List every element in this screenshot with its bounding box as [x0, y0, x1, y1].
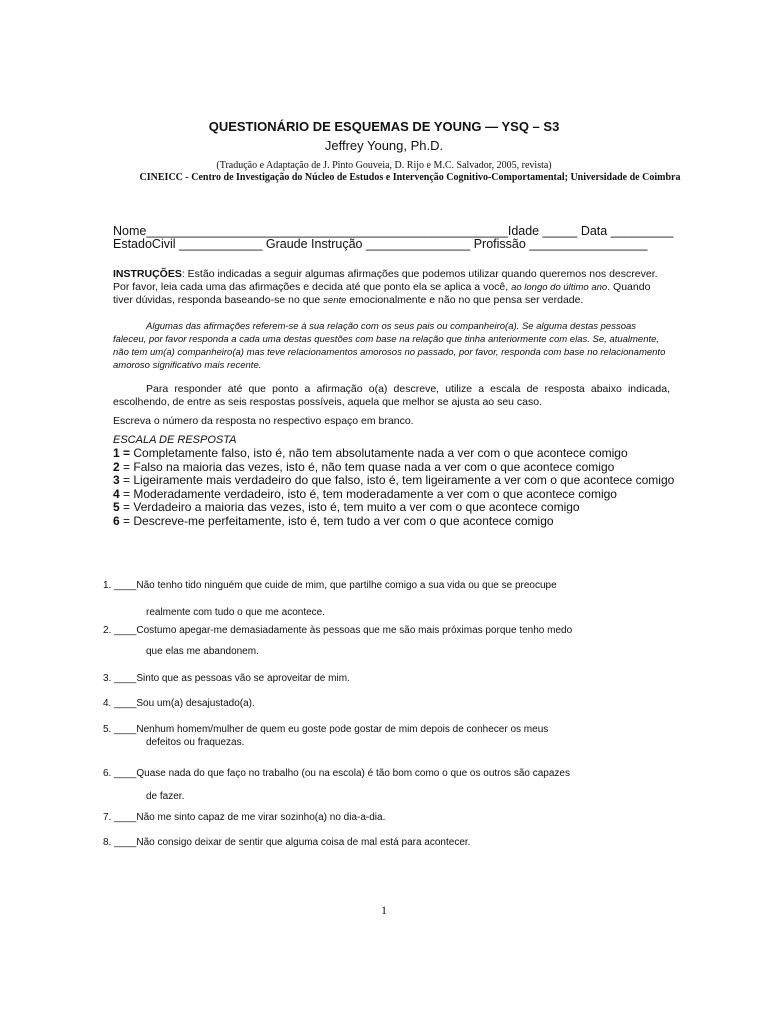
question-text: 2. ____Costumo apegar-me demasiadamente às pessoas que me são mais próximas porque tenho medo — [103, 625, 573, 636]
scale-item-number: 1 = — [113, 446, 131, 460]
question-item[interactable] — [103, 811, 683, 824]
question-item[interactable] — [103, 767, 683, 803]
question-text: 6. ____Quase nada do que faço no trabalho (ou na escola) é tão bom como o que os outros são capazes — [103, 768, 570, 779]
question-item[interactable] — [103, 579, 683, 619]
scale-item-text: = Moderadamente verdadeiro, isto é, tem moderadamente a ver com o que acontece comigo — [119, 486, 617, 501]
question-item[interactable] — [103, 836, 683, 849]
scale-item — [113, 488, 693, 502]
scale-item-number: 3 — [113, 473, 120, 488]
question-text: 3. ____Sinto que as pessoas vão se aproveitar de mim. — [103, 673, 350, 684]
instructions-italic-2: sente — [323, 295, 347, 306]
instructions-text-3: emocionalmente e não no que pensa ser verdade. — [346, 294, 584, 306]
question-text: 7. ____Não me sinto capaz de me virar sozinho(a) no dia-a-dia. — [103, 812, 386, 823]
translation-credit: (Tradução e Adaptação de J. Pinto Gouveia, D. Rijo e M.C. Salvador, 2005, revista) — [216, 160, 552, 171]
scale-item-text: = Ligeiramente mais verdadeiro do que falso, isto é, tem ligeiramente a ver com o que acontece comigo — [119, 473, 675, 488]
scale-item-text: = Verdadeiro a maioria das vezes, isto é, tem muito a ver com o que acontece comigo — [119, 500, 580, 515]
scale-item — [113, 515, 693, 529]
author-name: Jeffrey Young, Ph.D. — [324, 138, 444, 153]
scale-item — [113, 461, 693, 475]
scale-item-number: 4 — [113, 486, 120, 501]
scale-list — [113, 447, 693, 529]
question-item[interactable] — [103, 672, 683, 685]
form-line-status[interactable]: EstadoCivil ____________ Graude Instrução _______________ Profissão _________________ — [113, 237, 648, 251]
instructions-label: INSTRUÇÕES — [113, 268, 182, 280]
scale-item — [113, 474, 693, 488]
question-text: 4. ____Sou um(a) desajustado(a). — [103, 698, 255, 709]
question-text: 5. ____Nenhum homem/mulher de quem eu goste pode gostar de mim depois de conhecer os meus — [103, 724, 549, 735]
question-continuation: de fazer. — [146, 791, 185, 802]
scale-item-number: 6 — [113, 513, 120, 528]
question-item[interactable] — [103, 723, 683, 749]
form-line-name[interactable]: Nome____________________________________________________Idade _____ Data _________ — [113, 224, 674, 238]
instructions-paragraph — [113, 268, 670, 307]
relationship-note: Algumas das afirmações referem-se à sua relação com os seus pais ou companheiro(a). Se alguma destas pessoas faleceu, por favor responda a cada uma destas questões com base na relação que tinha anteriormente com elas. Se, atualmente, não tem um(a) companheiro(a) mas teve relacionamentos amorosos no passado, por favor, responda com base no relacionamento amoroso significativo mais recente. — [113, 321, 666, 371]
scale-item-text: = Falso na maioria das vezes, isto é, não tem quase nada a ver com o que acontece comigo — [119, 459, 615, 474]
page-number: 1 — [381, 903, 387, 917]
question-item[interactable] — [103, 697, 683, 710]
question-continuation: que elas me abandonem. — [146, 646, 259, 657]
question-item[interactable] — [103, 624, 683, 658]
question-continuation: realmente com tudo o que me acontece. — [146, 607, 325, 618]
institution-name: CINEICC - Centro de Investigação do Núcleo de Estudos e Intervenção Cognitivo-Comportamental; Universidade de Coimbra — [139, 172, 681, 183]
instructions-italic-1: ao longo do último ano — [511, 282, 608, 293]
scale-item — [113, 447, 693, 461]
scale-item-text: Completamente falso, isto é, não tem absolutamente nada a ver com o que acontece comigo — [130, 446, 628, 460]
document-title: QUESTIONÁRIO DE ESQUEMAS DE YOUNG — YSQ – S3 — [208, 119, 560, 134]
scale-item-text: = Descreve-me perfeitamente, isto é, tem tudo a ver com o que acontece comigo — [119, 513, 554, 528]
scale-item — [113, 501, 693, 515]
scale-usage-paragraph: Para responder até que ponto a afirmação o(a) descreve, utilize a escala de resposta abaixo indicada, escolhendo, de entre as seis respostas possíveis, aquela que melhor se ajusta ao seu caso. — [113, 383, 670, 408]
question-continuation: defeitos ou fraquezas. — [146, 737, 245, 748]
question-text: 8. ____Não consigo deixar de sentir que alguma coisa de mal está para acontecer. — [103, 837, 471, 848]
scale-item-number: 5 — [113, 500, 120, 515]
instructions-text-2: . Quando tiver dúvidas, responda baseando-se no que — [113, 281, 651, 306]
instructions-text-1: : Estão indicadas a seguir algumas afirmações que podemos utilizar quando queremos nos descrever. Por favor, leia cada uma das afirmações e decida até que ponto ela se aplica a você, — [113, 268, 658, 293]
scale-item-number: 2 — [113, 459, 120, 474]
question-text: 1. ____Não tenho tido ninguém que cuide de mim, que partilhe comigo a sua vida ou que se preocupe — [103, 580, 557, 591]
write-number-paragraph: Escreva o número da resposta no respectivo espaço em branco. — [113, 415, 414, 427]
scale-heading: ESCALA DE RESPOSTA — [113, 434, 237, 446]
